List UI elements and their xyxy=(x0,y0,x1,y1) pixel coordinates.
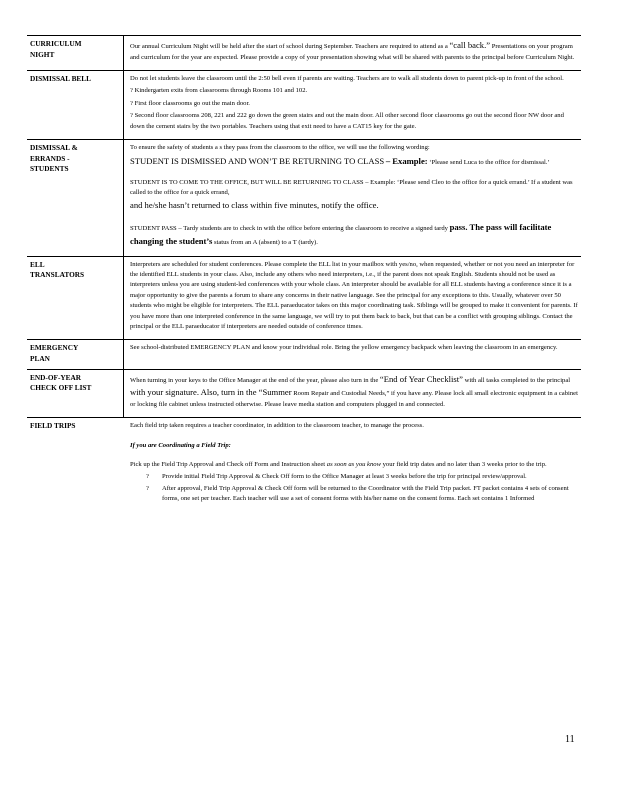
term-line: STUDENTS xyxy=(30,164,69,174)
table-row xyxy=(27,36,581,71)
emphasis-text: as soon as you know xyxy=(326,460,381,468)
bullet-marker: ? xyxy=(146,484,149,492)
signature-text: with your signature. Also, turn in the “Summer xyxy=(130,387,292,398)
paragraph: Our annual Curriculum Night will be held after the start of school during September. Teachers are required to attend as a “call back.” Presentations on your program and curriculum for the year are expected. Please provide a copy of your presentation showing what will be shared with parents to the principal before Curriculum Night. xyxy=(130,40,575,61)
paragraph: When turning in your keys to the Office Manager at the end of the year, please also turn in the “End of Year Checklist” with all tasks completed to the principal with your signature. Also, turn in the “Summer Room Repair and Custodial Needs,” if you have any. Please lock all small electronic equipment in a cabinet or locking file cabinet unless instructed otherwise. Please leave media station and computers plugged in and connected. xyxy=(130,373,578,408)
term-line: CHECK OFF LIST xyxy=(30,383,92,393)
term-cell xyxy=(27,71,124,139)
term-cell xyxy=(27,418,124,510)
table-row xyxy=(27,418,581,510)
paragraph: Interpreters are scheduled for student conferences. Please complete the ELL list in your mailbox with yes/no, when requested, whether or not you need an interpreter for the identified ELL students in your class. Also, include any others who need interpreters, i.e., if the parent does not speak English. Students should not be used as interpreters unless you are using student-led conferences with your whole class. An interpreter should be available for all ELL students having a conference since it is a major opportunity to give the parents a forum to share any concerns in their native language. See the principal for any exceptions to this. Usually, whatever over 50 students who might be eligible for interpreters. The ELL paraeducator takes on this major coordinating task. Siblings will be grouped to make it convenient for parents. If you have more than one interpreted conference in the same language, we will try to put them back to back, but that can be a conflict with grouping siblings. Contact the principal or the ELL paraeducator if interpreters are needed outside of conference times. xyxy=(130,260,578,330)
term-cell xyxy=(27,36,124,70)
bullet-item: ? First floor classrooms go out the main door. xyxy=(130,99,250,107)
paragraph: STUDENT PASS – Tardy students are to check in with the office before entering the classroom to receive a signed tardy pass. The pass will facilitate changing the student’s status from an A (absent) to a T (tardy). xyxy=(130,222,552,246)
paragraph: To ensure the safety of students a s they pass from the classroom to the office, we will use the following wording: xyxy=(130,144,430,152)
bullet-item: ? Second floor classrooms 208, 221 and 222 go down the green stairs and out the main door. All other second floor classrooms go out the second floor NW door and down the cement stairs by the two portables. Teachers using that exit need to have a CAT15 key for the gate. xyxy=(130,112,564,130)
list-item: ? Provide initial Field Trip Approval & Check Off form to the Office Manager at least 3 weeks before the trip for principal review/approval. xyxy=(130,472,578,482)
list-item: ? After approval, Field Trip Approval & Check Off form will be returned to the Coordinator with the Field Trip packet. FT packet contains 4 sets of consent forms, one set per teacher. Each teacher will use a set of consent forms with his/her name on the consent forms. Each set contains 1 Informed xyxy=(146,484,569,503)
term-line: EMERGENCY xyxy=(30,343,79,353)
subheading: If you are Coordinating a Field Trip: xyxy=(130,441,231,449)
paragraph: Each field trip taken requires a teacher coordinator, in addition to the classroom teacher, to manage the process. xyxy=(130,422,424,430)
term-line: FIELD TRIPS xyxy=(30,421,76,431)
field-trip-steps xyxy=(130,472,578,504)
term-line: END-OF-YEAR xyxy=(30,372,82,382)
term-line: PLAN xyxy=(30,353,50,363)
description-cell xyxy=(124,140,581,256)
description-cell xyxy=(124,71,581,139)
bullet-marker: ? xyxy=(146,473,149,481)
table-row xyxy=(27,140,581,257)
term-cell xyxy=(27,140,124,256)
table-row xyxy=(27,257,581,341)
table-row xyxy=(27,340,581,369)
paragraph: See school-distributed EMERGENCY PLAN and know your individual role. Bring the yellow emergency backpack when leaving the classroom in an emergency. xyxy=(130,344,558,352)
call-back-phrase: “call back.” xyxy=(449,40,491,50)
dismissed-heading: STUDENT IS DISMISSED AND WON’T BE RETURNING TO CLASS xyxy=(130,156,385,167)
procedures-table xyxy=(27,35,581,511)
term-line: ELL xyxy=(30,259,45,269)
pass-text: pass. The pass will facilitate changing the student’s xyxy=(130,222,552,246)
term-cell xyxy=(27,370,124,418)
page-number: 11 xyxy=(565,734,575,745)
paragraph xyxy=(130,155,578,169)
notify-office-text: and he/she hasn’t returned to class within five minutes, notify the office. xyxy=(130,199,379,210)
table-row xyxy=(27,71,581,140)
term-line: DISMISSAL & xyxy=(30,143,78,153)
checklist-title: “End of Year Checklist” xyxy=(379,373,463,384)
term-cell xyxy=(27,340,124,368)
description-cell xyxy=(124,36,581,70)
description-cell xyxy=(124,257,581,340)
description-cell xyxy=(124,370,581,418)
term-line: DISMISSAL BELL xyxy=(30,73,92,83)
description-cell xyxy=(124,418,581,510)
bullet-item: ? Kindergarten exits from classrooms through Rooms 101 and 102. xyxy=(130,87,308,95)
paragraph: Do not let students leave the classroom until the 2:50 bell even if parents are waiting. Teachers are to walk all students down to parent pick-up in front of the school. xyxy=(130,74,564,82)
paragraph: STUDENT IS TO COME TO THE OFFICE, BUT WILL BE RETURNING TO CLASS – Example: ‘Please send Cleo to the office for a quick errand.’ If a student was called to the office for a quick errand, and he/she hasn’t returned to class within five minutes, notify the office. xyxy=(130,179,573,210)
term-cell xyxy=(27,257,124,340)
term-line: NIGHT xyxy=(30,49,55,59)
description-cell xyxy=(124,340,581,368)
term-line: TRANSLATORS xyxy=(30,270,85,280)
term-line: ERRANDS - xyxy=(30,153,70,163)
term-line: CURRICULUM xyxy=(30,39,82,48)
example-label: – Example: xyxy=(385,156,428,167)
paragraph: Pick up the Field Trip Approval and Check off Form and Instruction sheet as soon as you know your field trip dates and no later than 3 weeks prior to the trip. xyxy=(130,460,547,468)
table-row xyxy=(27,370,581,419)
example-text: ‘Please send Luca to the office for dismissal.’ xyxy=(429,159,550,167)
